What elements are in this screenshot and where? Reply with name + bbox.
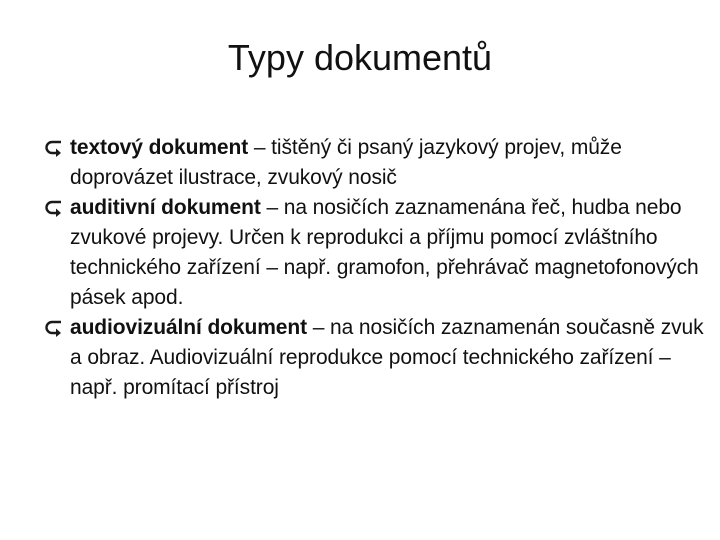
bullet-item-auditivni bbox=[44, 193, 714, 313]
curved-arrow-icon bbox=[44, 139, 64, 157]
curved-arrow-icon bbox=[44, 199, 64, 217]
bullet-text: – na nosičích zaznamenána řeč, hudba nebo zvukové projevy. Určen k reprodukci a příjmu pomocí zvláštního technického zařízení – např. gramofon, přehrávač magnetofonových pásek apod. bbox=[70, 196, 699, 309]
bullet-item-audiovizualni bbox=[44, 313, 714, 403]
bullet-term: audiovizuální dokument bbox=[70, 316, 307, 339]
bullet-text: – tištěný či psaný jazykový projev, může doprovázet ilustrace, zvukový nosič bbox=[70, 136, 622, 189]
bullet-term: auditivní dokument bbox=[70, 196, 261, 219]
bullet-term: textový dokument bbox=[70, 136, 249, 159]
curved-arrow-icon bbox=[44, 319, 64, 337]
bullet-item-textovy bbox=[44, 133, 714, 193]
bullet-text: – na nosičích zaznamenán současně zvuk a obraz. Audiovizuální reprodukce pomocí technického zařízení – např. promítací přístroj bbox=[70, 316, 704, 399]
bullet-list bbox=[44, 133, 714, 403]
slide-title: Typy dokumentů bbox=[227, 37, 493, 78]
